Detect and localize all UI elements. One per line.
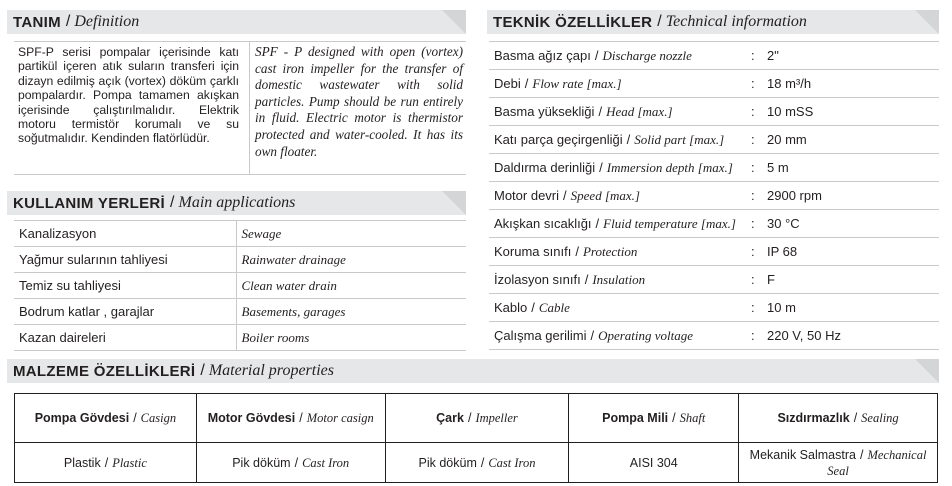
material-value-separator: / <box>859 447 864 462</box>
technical-label-separator: / <box>595 215 600 231</box>
material-header-cell <box>385 394 569 443</box>
technical-row <box>489 266 939 294</box>
technical-label <box>489 42 749 70</box>
technical-label-tr: Basma yüksekliği <box>494 103 595 119</box>
technical-value: 220 V, 50 Hz <box>765 322 939 350</box>
technical-label <box>489 98 749 126</box>
technical-value: IP 68 <box>765 238 939 266</box>
technical-value: 2" <box>765 42 939 70</box>
technical-label-tr: Kablo <box>494 299 528 315</box>
material-value-en: Plastic <box>112 455 147 470</box>
definition-title-tr: TANIM <box>13 13 61 31</box>
application-tr: Yağmur sularının tahliyesi <box>14 247 236 273</box>
technical-label-separator: / <box>598 103 603 119</box>
application-tr: Bodrum katlar , garajlar <box>14 299 236 325</box>
technical-row <box>489 238 939 266</box>
material-value-tr: Pik döküm <box>418 455 477 470</box>
technical-value: 5 m <box>765 154 939 182</box>
technical-label-en: Speed [max.] <box>570 187 640 203</box>
technical-label-separator: / <box>584 271 589 287</box>
technical-row <box>489 98 939 126</box>
material-value-tr: AISI 304 <box>629 455 678 470</box>
technical-label-separator: / <box>531 299 535 315</box>
applications-table <box>14 220 466 351</box>
technical-colon: : <box>749 98 765 126</box>
material-value-cell <box>569 443 739 483</box>
technical-label <box>489 154 749 182</box>
material-header-tr: Pompa Mili <box>602 411 669 425</box>
technical-value: 10 mSS <box>765 98 939 126</box>
material-value-separator: / <box>480 455 485 470</box>
technical-label <box>489 126 749 154</box>
technical-label-separator: / <box>599 159 603 175</box>
definition-box <box>14 41 466 175</box>
technical-table <box>489 41 939 350</box>
definition-header <box>7 10 466 34</box>
material-value-separator: / <box>104 455 109 470</box>
technical-label-tr: Katı parça geçirgenliği <box>494 131 623 147</box>
material-header-separator: / <box>299 411 303 425</box>
technical-row <box>489 70 939 98</box>
technical-value: 30 °C <box>765 210 939 238</box>
technical-label-en: Flow rate [max.] <box>532 75 622 91</box>
technical-label-en: Solid part [max.] <box>634 131 725 147</box>
material-header-separator: / <box>672 411 676 425</box>
technical-header <box>487 10 939 34</box>
technical-row <box>489 182 939 210</box>
definition-divider <box>249 42 250 174</box>
technical-label-tr: Motor devri <box>494 187 560 203</box>
technical-colon: : <box>749 154 765 182</box>
technical-title-en: Technical information <box>665 13 807 30</box>
technical-value: F <box>765 266 939 294</box>
materials-title-en: Material properties <box>208 362 334 379</box>
technical-label-en: Protection <box>582 243 638 259</box>
material-value-tr: Mekanik Salmastra <box>749 447 856 462</box>
material-header-tr: Sızdırmazlık <box>777 411 850 425</box>
material-header-tr: Çark <box>436 411 464 425</box>
material-header-en: Motor casign <box>306 411 374 425</box>
technical-label-separator: / <box>575 243 579 259</box>
definition-title-separator: / <box>65 13 71 30</box>
header-corner-shade <box>915 10 939 34</box>
technical-label <box>489 322 749 350</box>
technical-label-separator: / <box>590 327 595 343</box>
header-corner-shade <box>915 359 939 383</box>
technical-label <box>489 70 749 98</box>
material-value-separator: / <box>294 455 299 470</box>
application-en: Rainwater drainage <box>236 247 466 273</box>
technical-colon: : <box>749 210 765 238</box>
applications-title-en: Main applications <box>178 194 296 211</box>
application-row <box>14 325 466 351</box>
technical-label <box>489 266 749 294</box>
application-en: Basements, garages <box>236 299 466 325</box>
technical-label <box>489 182 749 210</box>
materials-title-separator: / <box>200 362 205 379</box>
technical-label-separator: / <box>626 131 631 147</box>
material-header-cell <box>569 394 739 443</box>
technical-label-en: Insulation <box>592 271 646 287</box>
technical-label-en: Immersion depth [max.] <box>606 159 733 175</box>
application-row <box>14 299 466 325</box>
materials-header <box>7 359 939 383</box>
technical-label-tr: Daldırma derinliği <box>494 159 596 175</box>
definition-text-tr: SPF-P serisi pompalar içerisinde katı partikül içeren atık suların transferi için dizayn edilmiş açık (vortex) döküm çarklı pompalardır. Pompa tamamen akışkan içerisinde çalıştırılmalıdır. Elektrik motoru termistör korumalı ve su soğutmalıdır. Kendinden flatörlüdür. <box>18 45 239 146</box>
technical-value: 2900 rpm <box>765 182 939 210</box>
material-header-cell <box>196 394 385 443</box>
material-value-cell <box>385 443 569 483</box>
applications-header <box>7 191 466 215</box>
application-tr: Kazan daireleri <box>14 325 236 351</box>
application-row <box>14 273 466 299</box>
technical-title-tr: TEKNİK ÖZELLİKLER <box>493 13 653 31</box>
technical-title-separator: / <box>657 13 662 30</box>
applications-title-tr: KULLANIM YERLERİ <box>13 194 166 212</box>
materials-table <box>14 393 938 483</box>
material-value-cell <box>739 443 938 483</box>
technical-label-tr: Koruma sınıfı <box>494 243 572 259</box>
material-value-en: Cast Iron <box>488 455 536 470</box>
header-corner-shade <box>442 191 466 215</box>
technical-value: 10 m <box>765 294 939 322</box>
technical-label <box>489 210 749 238</box>
material-header-cell <box>739 394 938 443</box>
technical-row <box>489 126 939 154</box>
material-header-separator: / <box>467 411 472 425</box>
technical-label-tr: Çalışma gerilimi <box>494 327 587 343</box>
header-corner-shade <box>442 10 466 34</box>
material-header-separator: / <box>133 411 137 425</box>
technical-label-en: Discharge nozzle <box>602 47 692 63</box>
material-header-en: Impeller <box>475 411 518 425</box>
technical-label-en: Head [max.] <box>606 103 673 119</box>
technical-label-tr: Debi <box>494 75 521 91</box>
material-header-en: Shaft <box>679 411 706 425</box>
application-en: Clean water drain <box>236 273 466 299</box>
technical-label-tr: Basma ağız çapı <box>494 47 591 63</box>
application-row <box>14 247 466 273</box>
material-header-separator: / <box>853 411 858 425</box>
technical-row <box>489 154 939 182</box>
technical-label-separator: / <box>594 47 599 63</box>
technical-colon: : <box>749 322 765 350</box>
material-header-tr: Pompa Gövdesi <box>34 411 130 425</box>
technical-row <box>489 210 939 238</box>
applications-title-separator: / <box>170 194 175 211</box>
technical-label-separator: / <box>563 187 567 203</box>
technical-colon: : <box>749 266 765 294</box>
application-en: Boiler rooms <box>236 325 466 351</box>
technical-colon: : <box>749 42 765 70</box>
material-header-tr: Motor Gövdesi <box>207 411 296 425</box>
definition-title-en: Definition <box>74 13 140 30</box>
technical-label <box>489 294 749 322</box>
technical-value: 20 mm <box>765 126 939 154</box>
material-header-en: Casign <box>140 411 177 425</box>
technical-label-en: Fluid temperature [max.] <box>603 215 736 231</box>
material-value-en: Mechanical Seal <box>827 447 927 478</box>
material-value-tr: Plastik <box>63 455 101 470</box>
material-value-tr: Pik döküm <box>232 455 291 470</box>
technical-row <box>489 42 939 70</box>
technical-label-en: Cable <box>538 299 570 315</box>
technical-label-en: Operating voltage <box>598 327 694 343</box>
technical-label-tr: İzolasyon sınıfı <box>494 271 581 287</box>
application-en: Sewage <box>236 221 466 247</box>
material-value-en: Cast Iron <box>302 455 350 470</box>
material-value-cell <box>15 443 197 483</box>
application-tr: Temiz su tahliyesi <box>14 273 236 299</box>
definition-text-en: SPF - P designed with open (vortex) cast iron impeller for the transfer of domestic wastewater with solid particles. Pump should be run entirely in fluid. Electric motor is thermistor protected and water-cooled. It has its own floater. <box>255 44 463 159</box>
application-row <box>14 221 466 247</box>
technical-value: 18 m³/h <box>765 70 939 98</box>
technical-row <box>489 322 939 350</box>
material-value-cell <box>196 443 385 483</box>
technical-label-separator: / <box>524 75 529 91</box>
technical-colon: : <box>749 294 765 322</box>
material-header-en: Sealing <box>861 411 899 425</box>
technical-row <box>489 294 939 322</box>
technical-colon: : <box>749 126 765 154</box>
application-tr: Kanalizasyon <box>14 221 236 247</box>
technical-label-tr: Akışkan sıcaklığı <box>494 215 592 231</box>
technical-colon: : <box>749 238 765 266</box>
technical-label <box>489 238 749 266</box>
technical-colon: : <box>749 70 765 98</box>
technical-colon: : <box>749 182 765 210</box>
material-header-cell <box>15 394 197 443</box>
materials-title-tr: MALZEME ÖZELLİKLERİ <box>13 362 196 380</box>
